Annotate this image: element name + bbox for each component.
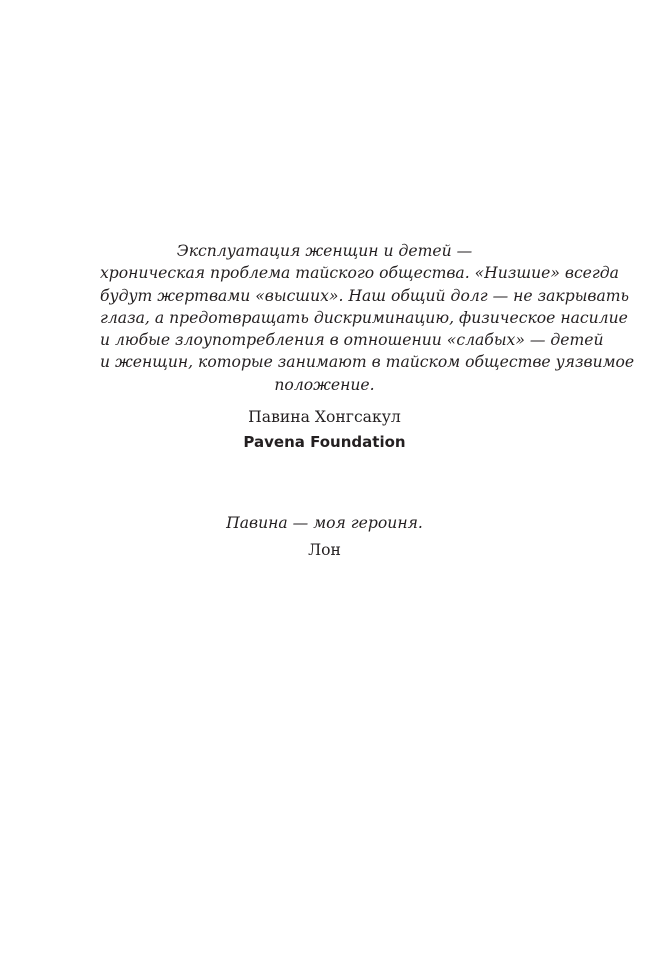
epigraph-line: и женщин, которые занимают в тайском обществе уязвимое <box>100 353 635 372</box>
epigraph-line: и любые злоупотребления в отношении «слабых» — детей <box>100 331 604 350</box>
epigraph-line: глаза, а предотвращать дискриминацию, физическое насилие <box>100 308 628 327</box>
dedication-author: Лон <box>308 541 341 559</box>
epigraph-line: будут жертвами «высших». Наш общий долг — не закрывать <box>100 286 630 305</box>
dedication <box>100 512 549 561</box>
epigraph-line: Эксплуатация женщин и детей — <box>176 242 473 260</box>
epigraph-line: положение. <box>274 375 375 394</box>
dedication-text: Павина — моя героиня. <box>226 514 423 532</box>
epigraph-organization: Pavena Foundation <box>243 433 406 452</box>
epigraph-quote <box>100 240 635 396</box>
epigraph-line: хроническая проблема тайского общества. «Низшие» всегда <box>100 264 619 283</box>
epigraph <box>100 240 635 453</box>
epigraph-author: Павина Хонгсакул <box>248 408 401 427</box>
